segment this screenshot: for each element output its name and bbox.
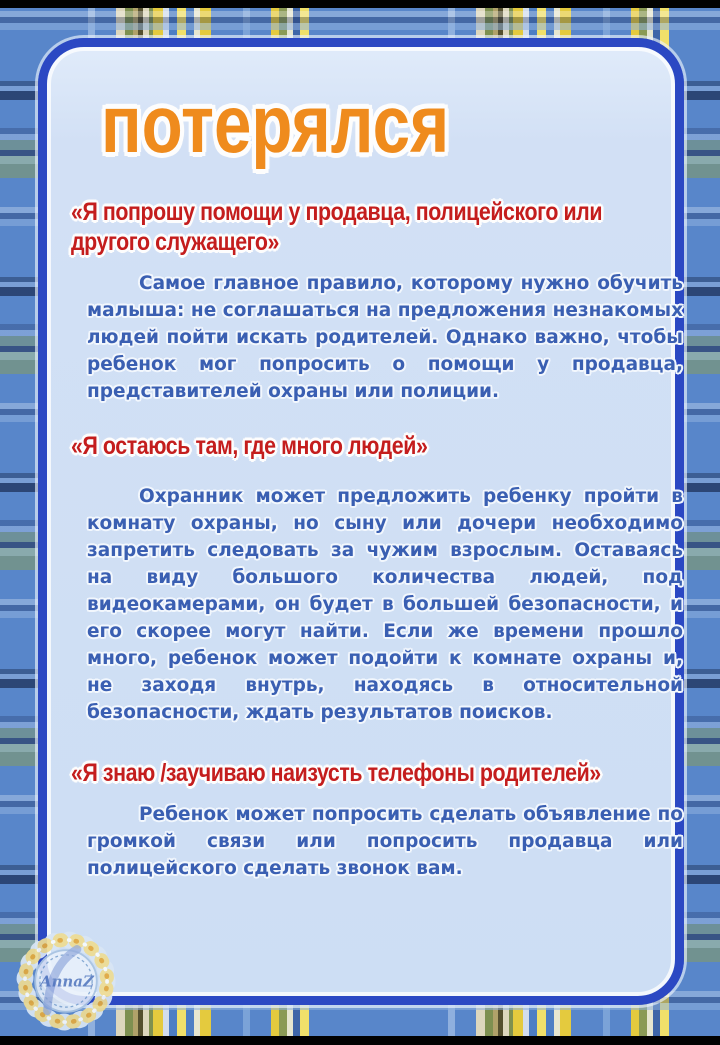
- poster-card: [38, 38, 684, 1005]
- section-body: Ребенок может попросить сделать объявление по громкой связи или попросить продавца или полицейского сделать звонок вам.: [87, 804, 683, 879]
- poster-title: потерялся: [101, 79, 450, 170]
- section-seller-help: [71, 197, 683, 405]
- section-heading: «Я остаюсь там, где много людей»: [71, 432, 428, 460]
- letterbox-bottom: [0, 1036, 720, 1045]
- floral-wreath-watermark: [10, 925, 122, 1037]
- watermark-signature: AnnaZ: [40, 972, 94, 991]
- section-heading: «Я знаю /заучиваю наизусть телефоны родителей»: [71, 759, 601, 787]
- section-know-phones: [71, 758, 683, 882]
- section-stay-in-crowd: [71, 431, 683, 726]
- letterbox-top: [0, 0, 720, 8]
- section-heading: «Я попрошу помощи у продавца, полицейского или другого служащего»: [71, 198, 603, 256]
- section-body: Самое главное правило, которому нужно обучить малыша: не соглашаться на предложения незнакомых людей пойти искать родителей. Однако важно, чтобы ребенок мог попросить о помощи у продавца, представителей охраны или полиции.: [87, 273, 683, 402]
- section-body: Охранник может предложить ребенку пройти в комнату охраны, но сыну или дочери необходимо запретить следовать за чужим взрослым. Оставаясь на виду большого количества людей, под видеокамерами, он будет в большей безопасности, и его скорее могут найти. Если же времени прошло много, ребенок может подойти к комнате охраны и, не заходя внутрь, находясь в относительной безопасности, ждать результатов поисков.: [87, 486, 683, 723]
